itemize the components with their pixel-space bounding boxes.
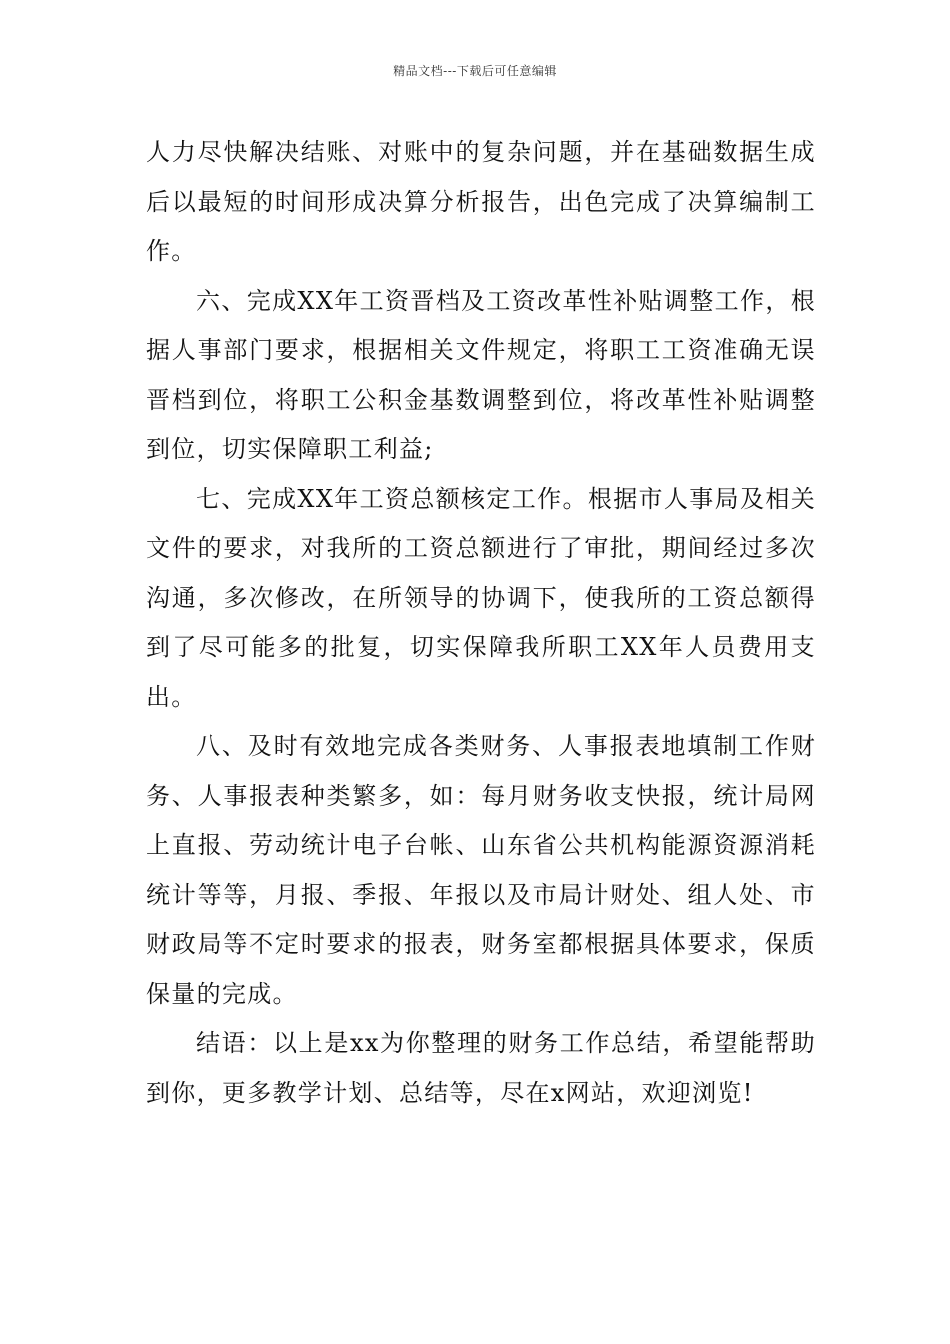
page-header: 精品文档---下载后可任意编辑 — [393, 64, 557, 78]
paragraph-section-seven: 七、完成XX年工资总额核定工作。根据市人事局及相关文件的要求，对我所的工资总额进行了审批，期间经过多次沟通，多次修改，在所领导的协调下，使我所的工资总额得到了尽可能多的批复，切实保障我所职工XX年人员费用支出。 — [146, 484, 816, 711]
paragraph-section-six: 六、完成XX年工资晋档及工资改革性补贴调整工作，根据人事部门要求，根据相关文件规定，将职工工资准确无误晋档到位，将职工公积金基数调整到位，将改革性补贴调整到位，切实保障职工利益; — [146, 286, 816, 463]
paragraph-conclusion: 结语：以上是xx为你整理的财务工作总结，希望能帮助到你，更多教学计划、总结等，尽在x网站，欢迎浏览! — [146, 1029, 816, 1107]
document-body — [146, 128, 816, 1118]
paragraph-section-eight: 八、及时有效地完成各类财务、人事报表地填制工作财务、人事报表种类繁多，如：每月财务收支快报，统计局网上直报、劳动统计电子台帐、山东省公共机构能源资源消耗统计等等，月报、季报、年报以及市局计财处、组人处、市财政局等不定时要求的报表，财务室都根据具体要求，保质保量的完成。 — [146, 732, 816, 1008]
paragraph-continuation: 人力尽快解决结账、对账中的复杂问题，并在基础数据生成后以最短的时间形成决算分析报告，出色完成了决算编制工作。 — [146, 138, 816, 265]
